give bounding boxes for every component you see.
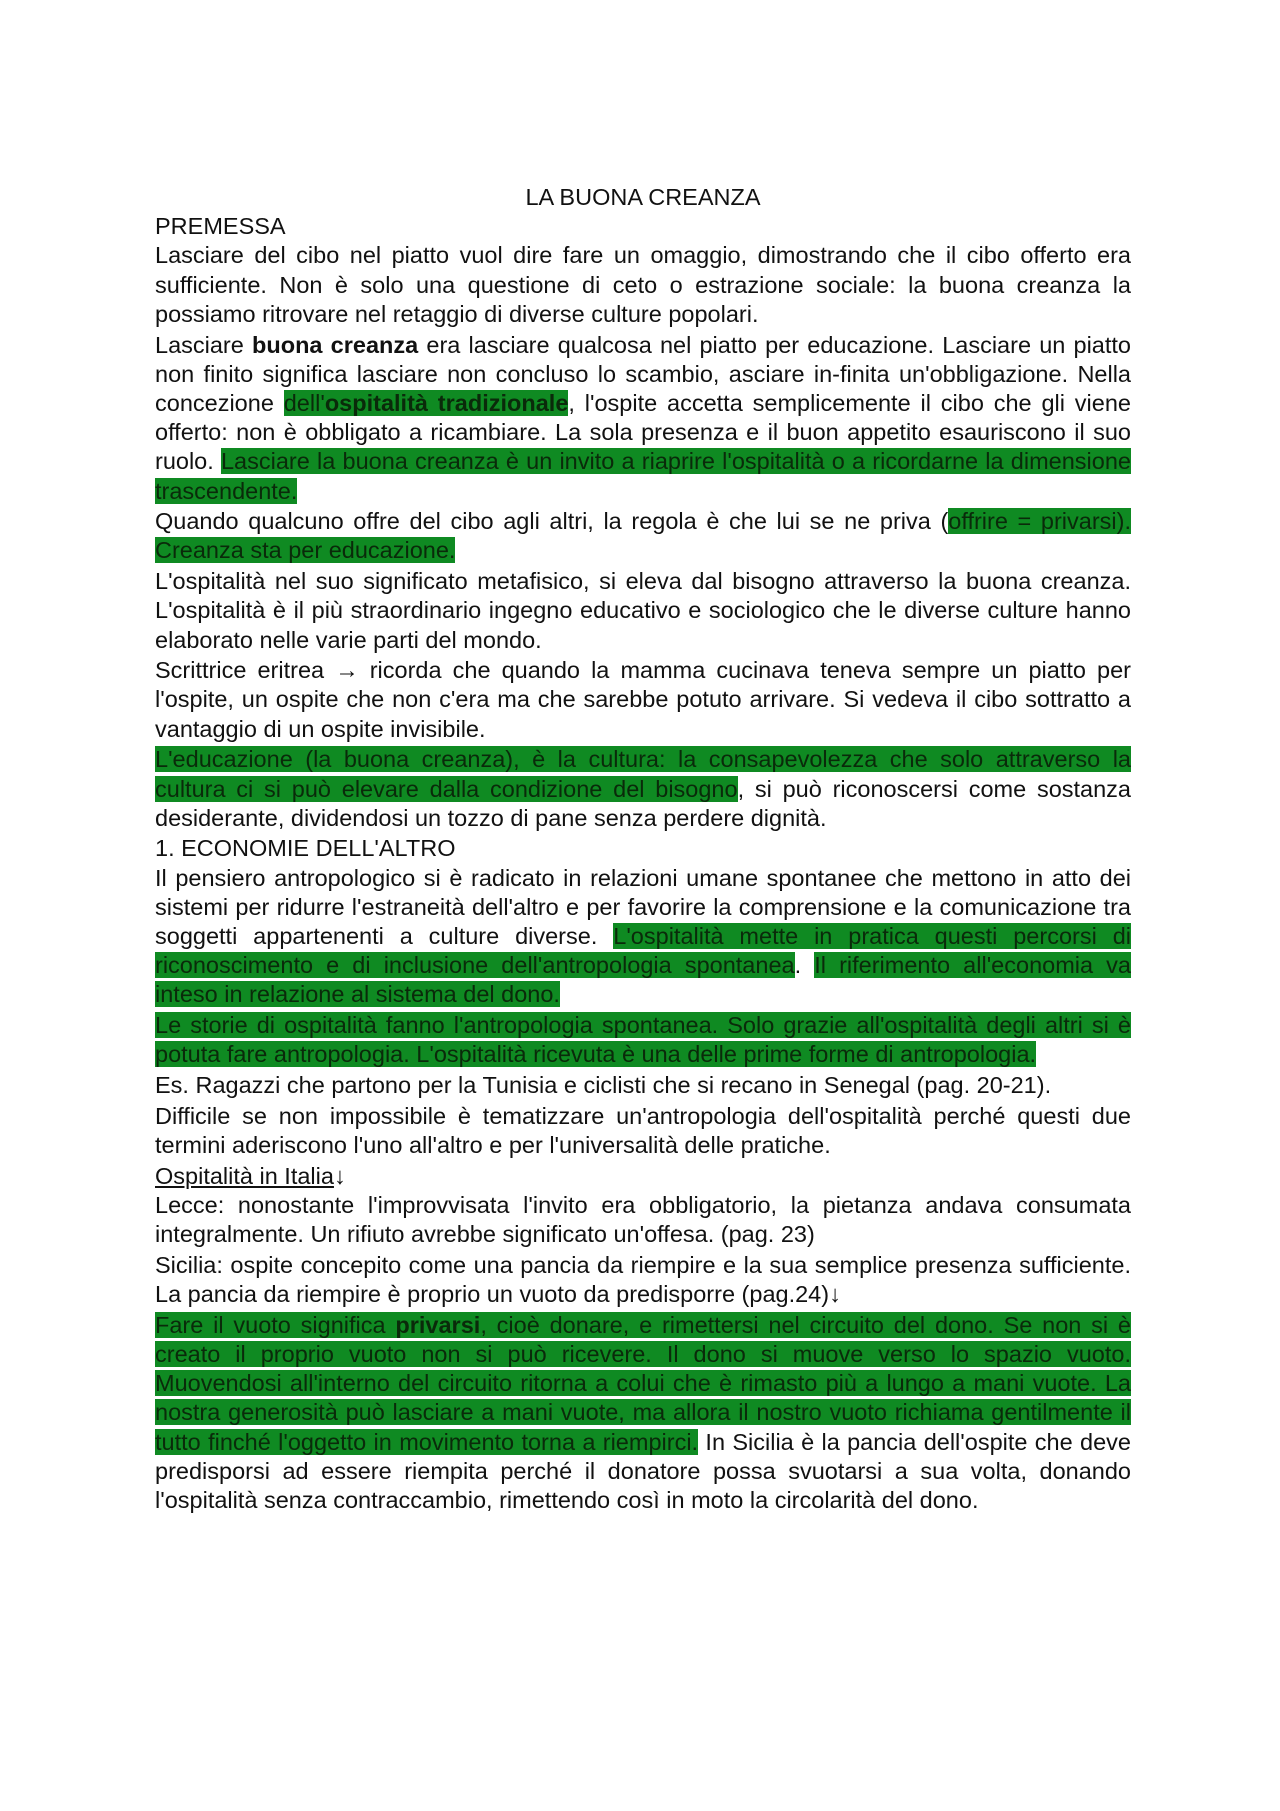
paragraph-2: Lasciare buona creanza era lasciare qualcosa nel piatto per educazione. Lasciare un piatto non finito significa lasciare non concluso lo scambio, asciare in-finita un'obbligazione. Nella concezione dell'ospitalità tradizionale, l'ospite accetta semplicemente il cibo che gli viene offerto: non è obbligato a ricambiare. La sola presenza e il buon appetito esauriscono il suo ruolo. Lasciare la buona creanza è un invito a riaprire l'ospitalità o a ricordarne la dimensione trascendente. <box>155 331 1132 504</box>
section-1-heading: 1. ECONOMIE DELL'ALTRO <box>155 835 456 862</box>
highlight-text: offrire = privarsi). Creanza sta per educazione. <box>155 508 1131 564</box>
paragraph-13: Fare il vuoto significa privarsi, cioè donare, e rimettersi nel circuito del dono. Se non si è creato il proprio vuoto non si può ricevere. Il dono si muove verso lo spazio vuoto. Muovendosi all'interno del circuito ritorna a colui che è rimasto più a lungo a mani vuote. La nostra generosità può lasciare a mani vuote, ma allora il nostro vuoto richiama gentilmente il tutto finché l'oggetto in movimento torna a riempirci. In Sicilia è la pancia dell'ospite che deve predisporsi ad essere riempita perché il donatore possa svuotarsi a sua volta, donando l'ospitalità senza contraccambio, rimettendo così in moto la circolarità del dono. <box>155 1311 1131 1513</box>
paragraph-8 <box>155 1011 1131 1069</box>
highlight-text: L'educazione (la buona creanza), è la cultura: la consapevolezza che solo attraverso la cultura ci si può elevare dalla condizione del bisogno <box>155 746 1131 802</box>
document-page <box>155 183 1131 1517</box>
highlight-text: Lasciare la buona creanza è un invito a riaprire l'ospitalità o a ricordarne la dimensione trascendente. <box>155 448 1131 504</box>
highlight-text: Le storie di ospitalità fanno l'antropologia spontanea. Solo grazie all'ospitalità degli altri si è potuta fare antropologia. L'ospitalità ricevuta è una delle prime forme di antropologia. <box>155 1012 1131 1068</box>
paragraph-6: L'educazione (la buona creanza), è la cultura: la consapevolezza che solo attraverso la cultura ci si può elevare dalla condizione del bisogno, si può riconoscersi come sostanza desiderante, dividendosi un tozzo di pane senza perdere dignità. <box>155 746 1132 831</box>
paragraph-12: Sicilia: ospite concepito come una pancia da riempire e la sua semplice presenza sufficiente. La pancia da riempire è proprio un vuoto da predisporre (pag.24)↓ <box>155 1251 1131 1308</box>
paragraph-7: Il pensiero antropologico si è radicato in relazioni umane spontanee che mettono in atto dei sistemi per ridurre l'estraneità dell'altro e per favorire la comprensione e la comunicazione tra soggetti appartenenti a culture diverse. L'ospitalità mette in pratica questi percorsi di riconoscimento e di inclusione dell'antropologia spontanea. Il riferimento all'economia va inteso in relazione al sistema del dono. <box>155 864 1131 1008</box>
highlight-text: Il riferimento all'economia va inteso in relazione al sistema del dono. <box>155 952 1131 1008</box>
paragraph-4: L'ospitalità nel suo significato metafisico, si eleva dal bisogno attraverso la buona creanza. L'ospitalità è il più straordinario ingegno educativo e sociologico che le diverse culture hanno elaborato nelle varie parti del mondo. <box>155 568 1131 653</box>
highlight-text: L'ospitalità mette in pratica questi percorsi di riconoscimento e di inclusione dell'antropologia spontanea <box>155 923 1131 979</box>
paragraph-1: Lasciare del cibo nel piatto vuol dire fare un omaggio, dimostrando che il cibo offerto era sufficiente. Non è solo una questione di ceto o estrazione sociale: la buona creanza la possiamo ritrovare nel retaggio di diverse culture popolari. <box>155 242 1131 327</box>
document-title: LA BUONA CREANZA <box>525 184 761 210</box>
italia-heading: Ospitalità in Italia↓ <box>155 1162 346 1189</box>
bold-buona-creanza: buona creanza <box>252 331 419 358</box>
highlight-ospitalita: dell'ospitalità tradizionale <box>283 389 569 416</box>
down-arrow-icon: ↓ <box>333 1162 346 1189</box>
paragraph-10: Difficile se non impossibile è tematizzare un'antropologia dell'ospitalità perché questi due termini aderiscono l'uno all'altro e per l'universalità delle pratiche. <box>155 1102 1131 1158</box>
paragraph-9: Es. Ragazzi che partono per la Tunisia e ciclisti che si recano in Senegal (pag. 20-21). <box>155 1072 1052 1099</box>
paragraph-5: Scrittrice eritrea → ricorda che quando la mamma cucinava teneva sempre un piatto per l'ospite, un ospite che non c'era ma che sarebbe potuto arrivare. Si vedeva il cibo sottratto a vantaggio di un ospite invisibile. <box>155 657 1131 742</box>
paragraph-3: Quando qualcuno offre del cibo agli altri, la regola è che lui se ne priva (offrire = privarsi). Creanza sta per educazione. <box>155 508 1131 564</box>
highlight-text: Fare il vuoto significa privarsi, cioè donare, e rimettersi nel circuito del dono. Se non si è creato il proprio vuoto non si può ricevere. Il dono si muove verso lo spazio vuoto. Muovendosi all'interno del circuito ritorna a colui che è rimasto più a lungo a mani vuote. La nostra generosità può lasciare a mani vuote, ma allora il nostro vuoto richiama gentilmente il tutto finché l'oggetto in movimento torna a riempirci. <box>155 1311 1131 1455</box>
premessa-heading: PREMESSA <box>155 213 286 240</box>
paragraph-11: Lecce: nonostante l'improvvisata l'invito era obbligatorio, la pietanza andava consumata integralmente. Un rifiuto avrebbe significato un'offesa. (pag. 23) <box>155 1191 1131 1248</box>
